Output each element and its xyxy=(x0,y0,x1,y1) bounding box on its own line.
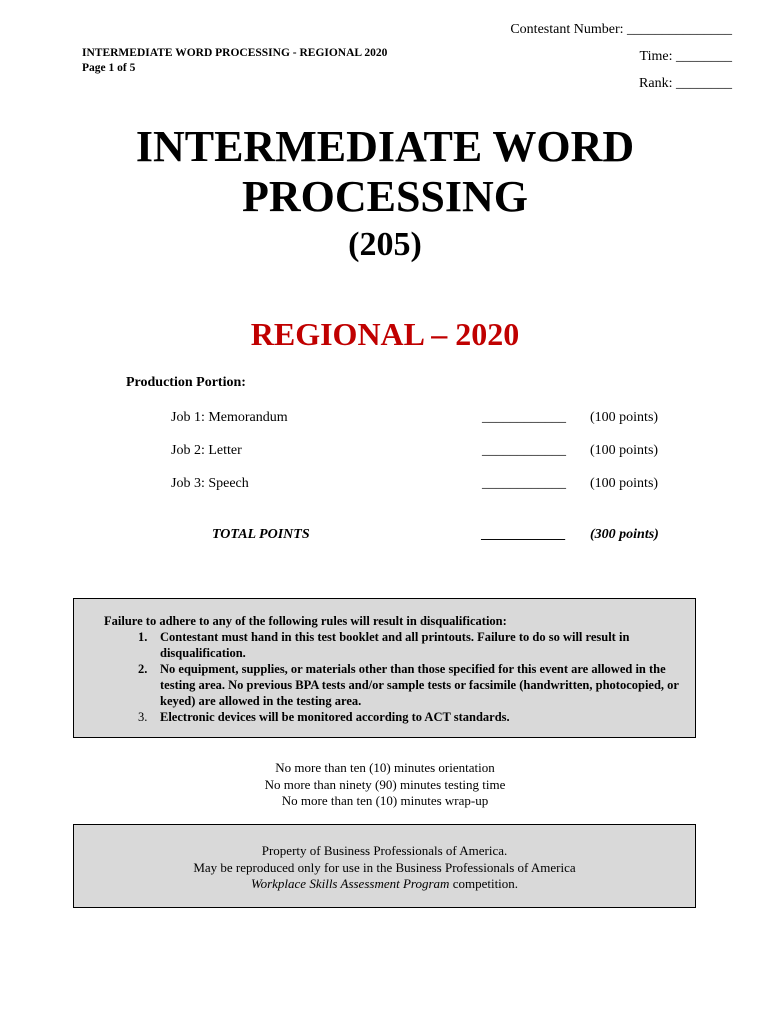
rule-number: 3. xyxy=(138,710,148,724)
total-points-label: TOTAL POINTS xyxy=(212,527,310,542)
rules-list xyxy=(134,629,689,725)
job-1-name: Job 1: Memorandum xyxy=(171,410,288,425)
job-3-name: Job 3: Speech xyxy=(171,476,249,491)
rule-item xyxy=(134,709,689,725)
page-title xyxy=(0,122,770,222)
time-field: Time: ________ xyxy=(639,49,732,64)
program-name: Workplace Skills Assessment Program xyxy=(250,876,450,891)
total-points-value: (300 points) xyxy=(590,527,659,542)
job-2-name: Job 2: Letter xyxy=(171,443,242,458)
rule-item xyxy=(134,629,689,661)
rank-field: Rank: ________ xyxy=(639,76,732,91)
job-2-score-blank: ____________ xyxy=(482,443,566,458)
total-score-blank: ____________ xyxy=(482,527,566,542)
title-line-1: INTERMEDIATE WORD xyxy=(135,122,635,171)
timing-wrapup: No more than ten (10) minutes wrap-up xyxy=(281,793,489,808)
rule-number: 1. xyxy=(138,630,148,644)
property-notice-box xyxy=(73,824,696,908)
job-2-points: (100 points) xyxy=(590,443,659,458)
timing-info xyxy=(0,760,770,810)
timing-testing: No more than ninety (90) minutes testing time xyxy=(264,776,506,792)
property-line-3 xyxy=(74,876,695,893)
rule-text: Contestant must hand in this test booklet and all printouts. Failure to do so will result in disqualification. xyxy=(160,630,630,660)
event-number: (205) xyxy=(348,226,422,263)
rule-item xyxy=(134,661,689,709)
production-heading: Production Portion: xyxy=(126,375,246,390)
timing-orientation: No more than ten (10) minutes orientation xyxy=(275,760,495,775)
exam-name: INTERMEDIATE WORD PROCESSING - REGIONAL 2020 xyxy=(82,47,388,59)
contestant-number-field: Contestant Number: _______________ xyxy=(510,22,732,37)
exam-header xyxy=(82,46,387,76)
job-3-points: (100 points) xyxy=(590,476,659,491)
rule-text: No equipment, supplies, or materials other than those specified for this event are allowed in the testing area. No previous BPA tests and/or sample tests or facsimile (handwritten, photocopied, or keyed) are allowed in the testing area. xyxy=(160,662,679,708)
title-line-2: PROCESSING xyxy=(241,172,529,221)
rules-box xyxy=(73,598,696,738)
page-number: Page 1 of 5 xyxy=(82,62,136,74)
rules-intro: Failure to adhere to any of the following rules will result in disqualification: xyxy=(104,614,507,628)
property-line-1: Property of Business Professionals of America. xyxy=(261,843,508,858)
rule-text: Electronic devices will be monitored according to ACT standards. xyxy=(160,710,510,724)
job-1-points: (100 points) xyxy=(590,410,659,425)
property-line-2: May be reproduced only for use in the Business Professionals of America xyxy=(193,859,576,875)
rule-number: 2. xyxy=(138,662,148,676)
job-3-score-blank: ____________ xyxy=(482,476,566,491)
property-line-3-rest: competition. xyxy=(449,876,519,891)
regional-year: REGIONAL – 2020 xyxy=(250,316,520,352)
job-1-score-blank: ____________ xyxy=(482,410,566,425)
